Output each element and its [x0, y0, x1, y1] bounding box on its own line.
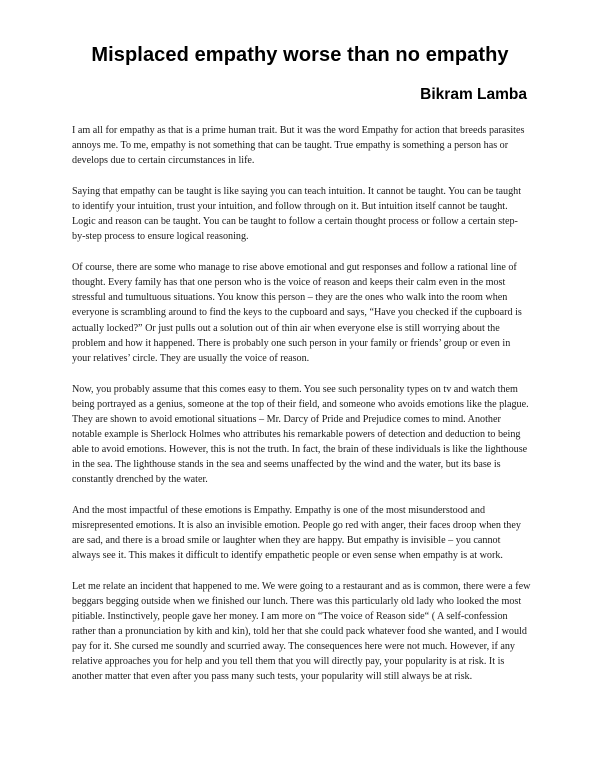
paragraph: Saying that empathy can be taught is like saying you can teach intuition. It cannot be taught. You can be taught to identify your intuition, trust your intuition, and follow through on it. But intuition itself cannot be taught. Logic and reason can be taught. You can be taught to follow a certain thought process or follow a certain step-by-step process to ensure logical reasoning. — [72, 186, 522, 243]
paragraph: Of course, there are some who manage to rise above emotional and gut responses and follow a rational line of thought. Every family has that one person who is the voice of reason and keeps their calm even in the most stressful and tumultuous situations. You know this person – they are the ones who walk into the room when everyone is scrambling around to find the keys to the cupboard and says, “Have you checked if the cupboard is actually locked?” Or just pulls out a solution out of thin air when everyone else is still worrying about the problem and how it happened. There is probably one such person in your family or friends’ group or even in your relatives’ circle. They are usually the voice of reason. — [72, 262, 522, 364]
author-name: Bikram Lamba — [420, 86, 527, 103]
page-title: Misplaced empathy worse than no empathy — [91, 44, 509, 66]
paragraph: And the most impactful of these emotions is Empathy. Empathy is one of the most misunderstood and misrepresented emotions. It is also an invisible emotion. People go red with anger, their faces droop when they are sad, and there is a broad smile or laughter when they are happy. But empathy is invisible – you cannot always see it. This makes it difficult to identify empathetic people or even sense when empathy is at work. — [72, 504, 521, 562]
paragraph: Now, you probably assume that this comes easy to them. You see such personality types on tv and watch them being portrayed as a genius, someone at the top of their field, and someone who avoids emotions like the plague. They are shown to avoid emotional situations – Mr. Darcy of Pride and Prejudice comes to mind. Another notable example is Sherlock Holmes who attributes his remarkable powers of detection and deduction to being able to avoid emotions. However, this is not the truth. In fact, the brain of these individuals is like the lighthouse in the sea. The lighthouse stands in the sea and seems unaffected by the wind and the water, but its base is constantly drenched by the water. — [72, 383, 529, 485]
paragraph: I am all for empathy as that is a prime human trait. But it was the word Empathy for action that breeds parasites annoys me. To me, empathy is not something that can be taught. True empathy is something a person has or develops due to certain circumstances in life. — [72, 125, 525, 167]
paragraph: Let me relate an incident that happened to me. We were going to a restaurant and as is common, there were a few beggars begging outside when we finished our lunch. There was this particularly old lady who looked the most pitiable. Instinctively, people gave her money. I am more on “The voice of Reason side“ ( A self-confession rather than a pronunciation by kith and kin), told her that she could pack whatever food she wanted, and I would pay for it. She cursed me soundly and scurried away. The consequences here were not much. However, if any relative approaches you for help and you tell them that you will directly pay, your popularity is at risk. It is another matter that even after you pass many such tests, your popularity will still always be at risk. — [72, 581, 531, 683]
article-body — [72, 123, 531, 701]
